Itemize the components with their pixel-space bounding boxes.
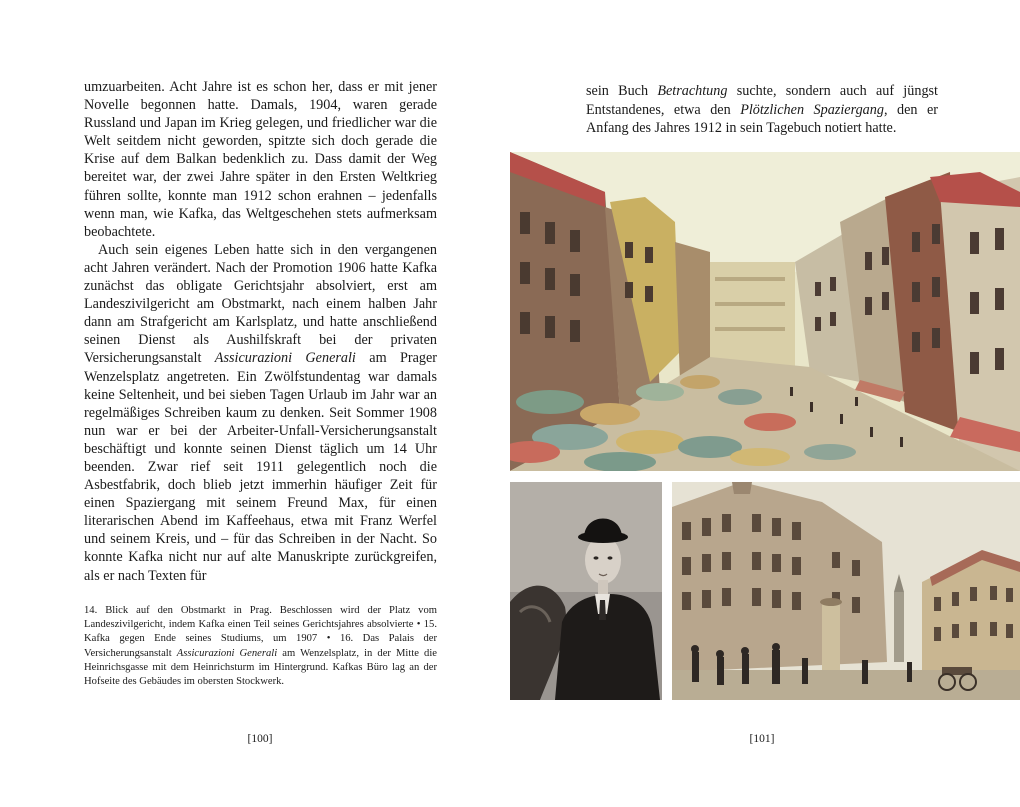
page-number-left: [100] (247, 733, 273, 745)
caption-insurer-name: Assicurazioni Generali (176, 647, 278, 659)
book-title: Betrachtung (657, 83, 728, 99)
text-part-2: suchte, sondern auch auf jüngst Entstandenes, etwa den (586, 83, 938, 118)
insurer-name: Assicurazioni Generali (214, 350, 356, 367)
paragraph-2-start: Auch sein eigenes Leben hatte sich in den vergangenen acht Jahren verändert. Nach der Promotion 1906 hatte Kafka zunächst das obligate Gerichtsjahr absolviert, erst am Landeszivilgericht am Obstmarkt, nach einem halben Jahr dann am Strafgericht am Karlsplatz, und hatte anschließend seinen Dienst als Aushilfskraft bei der privaten Versicherungsanstalt (84, 241, 437, 367)
continuation-paragraph (586, 82, 938, 138)
palais-generali-photo (672, 482, 1020, 700)
figure-caption (84, 604, 437, 689)
text-part-3: , den er Anfang des Jahres 1912 in sein Tagebuch notiert hatte. (586, 101, 939, 136)
right-page (510, 0, 1020, 807)
kafka-portrait-photo (510, 482, 662, 700)
obstmarkt-photo (510, 152, 1020, 471)
paragraph-2 (84, 241, 437, 585)
page-number-right: [101] (749, 733, 775, 745)
story-title: Plötzlichen Spaziergang (740, 101, 884, 118)
body-text (84, 78, 437, 585)
continuation-text (586, 82, 938, 138)
paragraph-2-rest: am Prager Wenzelsplatz angetreten. Ein Zwölfstundentag war damals keine Seltenheit, und bei sieben Tagen Urlaub im Jahr war an regelmäßiges Schreiben kaum zu denken. Seit Sommer 1908 nun war er bei der Arbeiter-Unfall-Versicherungsanstalt beschäftigt und konnte seinen Dienst täglich um 14 Uhr beenden. Zwar rief seit 1911 gelegentlich noch die Asbestfabrik, doch blieb jetzt immerhin häufiger Zeit für einen Spaziergang mit seinem Freund Max, für einen literarischen Abend im Kaffeehaus, etwa mit Franz Werfel und seinem Kreis, und – für das Schreiben in der Nacht. So konnte Kafka nicht nur auf alte Manuskripte zurückgreifen, als er nach Texten für (84, 350, 438, 584)
paragraph-1: umzuarbeiten. Acht Jahre ist es schon her, dass er mit jener Novelle begonnen hatte. Damals, 1904, waren gerade Russland und Japan im Krieg gelegen, und friedlicher war die Welt seitdem nicht geworden, spitzte sich doch gerade die Krise auf dem Balkan bedenklich zu. Dass damit der Weg bereitet war, der zwei Jahre später in den Ersten Weltkrieg führen sollte, konnte man 1912 schon erahnen – jedenfalls wenn man, wie Kafka, das Weltgeschehen stets aufmerksam beobachtete. (84, 79, 437, 240)
caption-part-2: am Wenzelsplatz, in der Mitte die Heinrichsgasse mit dem Heinrichsturm im Hintergrund. Kafkas Büro lag an der Hofseite des Gebäudes im obersten Stockwerk. (84, 647, 437, 688)
text-part-1: sein Buch (586, 83, 649, 99)
caption-part-1: 14. Blick auf den Obstmarkt in Prag. Beschlossen wird der Platz vom Landeszivilgericht, indem Kafka einen Teil seines Gerichtsjahres absolvierte • 15. Kafka gegen Ende seines Studiums, um 1907 • 16. Das Palais der Versicherungsanstalt (84, 605, 437, 659)
